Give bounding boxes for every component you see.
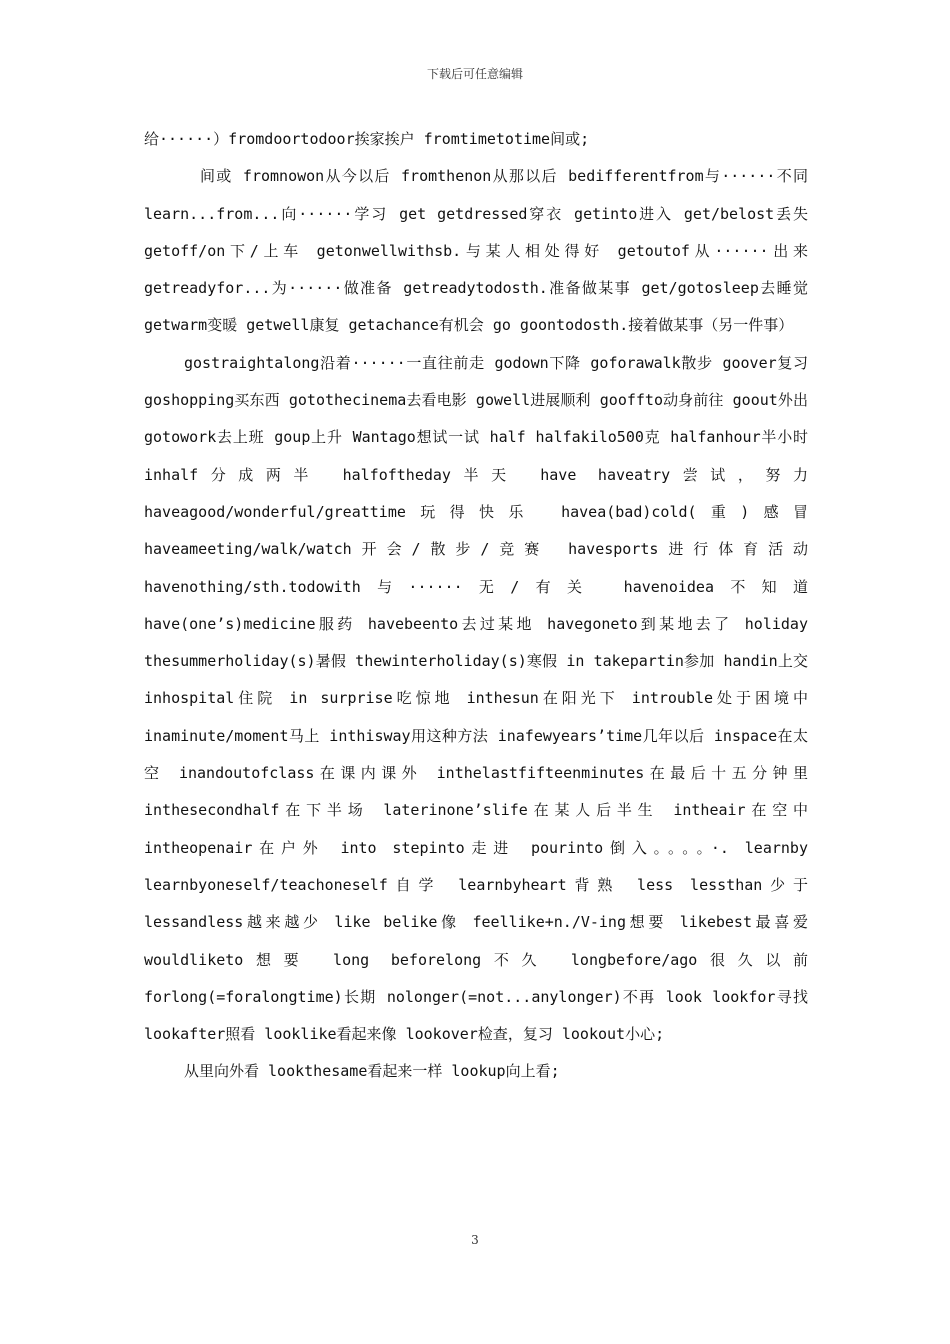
page-number: 3: [471, 1233, 479, 1247]
paragraph-3: gostraightalong沿着······一直往前走 godown下降 goforawalk散步 goover复习 goshopping买东西 gotothecinema去看电影 gowell进展顺利 gooffto动身前往 goout外出 gotowork去上班 goup上升 Wantago想试一试 half halfakilo500克 halfanhour半小时 inhalf分成两半 halfoftheday半天 have haveatry尝试，努力 haveagood/wonderful/greattime玩得快乐 havea(bad)cold(重)感冒 haveameeting/walk/watch开会/散步/竞赛 havesports进行体育活动 havenothing/sth.todowith与······无/有关 havenoidea不知道 have(one’s)medicine服药 havebeento去过某地 havegoneto到某地去了 holiday thesummerholiday(s)暑假 thewinterholiday(s)寒假 in takepartin参加 handin上交 inhospital住院 in surprise吃惊地 inthesun在阳光下 introuble处于困境中 inaminute/moment马上 inthisway用这种方法 inafewyears’time几年以后 inspace在太空 inandoutofclass在课内课外 inthelastfifteenminutes在最后十五分钟里 inthesecondhalf在下半场 laterinone’slife在某人后半生 intheair在空中 intheopenair在户外 into stepinto走进 pourinto倒入。。。。·. learnby learnbyoneself/teachoneself自学 learnbyheart背熟 less lessthan少于 lessandless越来越少 like belike像 feellike+n./V-ing想要 likebest最喜爱 wouldliketo想要 long beforelong不久 longbefore/ago很久以前 forlong(=foralongtime)长期 nolonger(=not...anylonger)不再 look lookfor寻找 lookafter照看 looklike看起来像 lookover检查，复习 lookout小心;: [144, 353, 808, 1044]
paragraph-2: 间或 fromnowon从今以后 fromthenon从那以后 bedifferentfrom与······不同 learn...from...向······学习 get getdressed穿衣 getinto进入 get/belost丢失 getoff/on下/上车 getonwellwithsb.与某人相处得好 getoutof从······出来 getreadyfor...为······做准备 getreadytodosth.准备做某事 get/gotosleep去睡觉 getwarm变暖 getwell康复 getachance有机会 go goontodosth.接着做某事（另一件事）: [144, 167, 808, 335]
page-header: 下载后可任意编辑: [426, 67, 523, 81]
paragraph-1: 给······）fromdoortodoor挨家挨户 fromtimetotime间或;: [144, 130, 590, 148]
document-body: [144, 121, 808, 1091]
paragraph-4: 从里向外看 lookthesame看起来一样 lookup向上看;: [184, 1062, 560, 1081]
